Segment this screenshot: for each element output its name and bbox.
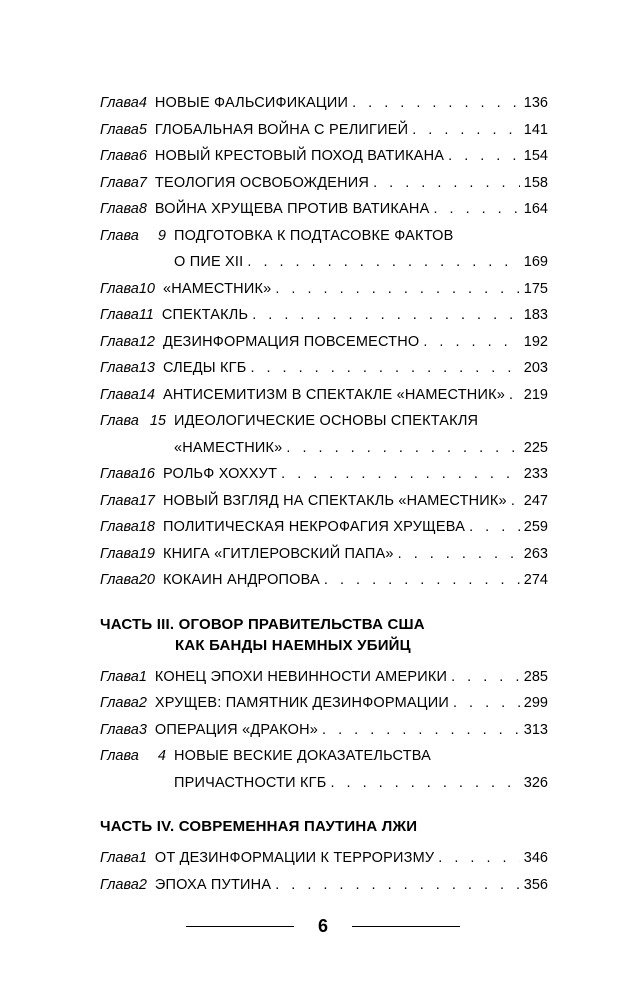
- chapter-label: Глава: [100, 386, 139, 403]
- chapter-number: 4: [157, 748, 166, 764]
- toc-entry[interactable]: [100, 845, 548, 872]
- chapter-label: Глава: [100, 360, 139, 376]
- toc-entry[interactable]: [100, 196, 548, 223]
- chapter-number: 9: [157, 227, 166, 244]
- chapter-label: Глава: [100, 333, 139, 350]
- chapter-number: 17: [138, 492, 155, 509]
- chapter-number: 12: [138, 333, 155, 350]
- chapter-label: Глава: [100, 307, 139, 323]
- dot-leader: [352, 90, 520, 117]
- chapter-title: ОТ ДЕЗИНФОРМАЦИИ К ТЕРРОРИЗМУ: [154, 850, 435, 866]
- chapter-label: Глава: [100, 280, 139, 297]
- chapter-page: 299: [523, 695, 548, 711]
- chapter-label: Глава: [100, 148, 139, 164]
- chapter-number: 2: [138, 876, 147, 893]
- toc-entry[interactable]: [100, 90, 548, 117]
- chapter-number: 1: [138, 850, 147, 866]
- chapter-label: Глава: [100, 201, 139, 217]
- chapter-title: РОЛЬФ ХОХХУТ: [162, 466, 278, 482]
- toc-entry[interactable]: [100, 170, 548, 197]
- chapter-number: 14: [138, 386, 155, 403]
- chapter-page: 263: [523, 545, 548, 562]
- chapter-page: 219: [523, 386, 548, 403]
- dot-leader: [275, 276, 519, 303]
- part3-heading-line2: КАК БАНДЫ НАЕМНЫХ УБИЙЦ: [175, 636, 411, 654]
- dot-leader: [322, 717, 520, 744]
- chapter-title: КОНЕЦ ЭПОХИ НЕВИННОСТИ АМЕРИКИ: [154, 668, 448, 685]
- toc-entry-first-line: [100, 223, 548, 250]
- chapter-number: 2: [138, 695, 147, 711]
- chapter-page: 136: [523, 95, 548, 111]
- dot-leader: [448, 143, 520, 170]
- chapter-number: 6: [138, 148, 147, 164]
- chapter-number: 3: [138, 721, 147, 738]
- toc-entry-first-line: [100, 743, 548, 770]
- chapter-label: Глава: [100, 572, 139, 588]
- chapter-page: 247: [523, 492, 548, 509]
- toc-entry[interactable]: [100, 664, 548, 691]
- chapter-title: ИДЕОЛОГИЧЕСКИЕ ОСНОВЫ СПЕКТАКЛЯ: [174, 413, 479, 429]
- toc-entry[interactable]: [100, 117, 548, 144]
- chapter-title-continued: О ПИЕ XII: [174, 254, 244, 270]
- part4-chapter-list: [100, 845, 548, 898]
- chapter-number: 10: [138, 280, 155, 297]
- dot-leader: [324, 567, 520, 594]
- part4-heading-line1: ЧАСТЬ IV. СОВРЕМЕННАЯ ПАУТИНА ЛЖИ: [100, 818, 418, 835]
- chapter-page: 346: [523, 850, 548, 866]
- chapter-number: 7: [138, 174, 147, 191]
- chapter-title: НОВЫЙ ВЗГЛЯД НА СПЕКТАКЛЬ «НАМЕСТНИК»: [162, 492, 507, 509]
- footer-rule-right: [352, 926, 460, 927]
- dot-leader: [412, 117, 520, 144]
- chapter-title: ГЛОБАЛЬНАЯ ВОЙНА С РЕЛИГИЕЙ: [154, 121, 409, 138]
- chapter-label: Глава: [100, 850, 139, 866]
- chapter-title: КОКАИН АНДРОПОВА: [162, 572, 320, 588]
- toc-entry[interactable]: [100, 743, 548, 796]
- chapter-page: 356: [523, 876, 548, 893]
- chapter-title: ПОДГОТОВКА К ПОДТАСОВКЕ ФАКТОВ: [174, 227, 454, 244]
- chapter-label: Глава: [100, 174, 139, 191]
- chapter-title: ЭПОХА ПУТИНА: [154, 876, 272, 893]
- chapter-page: 141: [523, 121, 548, 138]
- toc-entry[interactable]: [100, 690, 548, 717]
- toc-entry[interactable]: [100, 408, 548, 461]
- chapter-number: 16: [138, 466, 155, 482]
- chapter-page: 192: [523, 333, 548, 350]
- chapter-label: Глава: [100, 545, 139, 562]
- chapter-page: 183: [523, 307, 548, 323]
- page-footer: [0, 912, 619, 942]
- dot-leader: [511, 488, 520, 515]
- chapter-title: КНИГА «ГИТЛЕРОВСКИЙ ПАПА»: [162, 545, 394, 562]
- chapter-label: Глава: [100, 466, 139, 482]
- chapter-number: 8: [138, 201, 147, 217]
- chapter-label: Глава: [100, 748, 139, 764]
- part3-heading-line1: ЧАСТЬ III. ОГОВОР ПРАВИТЕЛЬСТВА США: [100, 615, 425, 633]
- chapter-title: ВОЙНА ХРУЩЕВА ПРОТИВ ВАТИКАНА: [154, 201, 430, 217]
- dot-leader: [281, 461, 520, 488]
- chapter-number: 20: [138, 572, 155, 588]
- chapter-page: 274: [523, 572, 548, 588]
- part3-heading: [100, 614, 548, 656]
- chapter-number: 18: [138, 519, 155, 535]
- dot-leader: [373, 170, 520, 197]
- dot-leader: [275, 872, 520, 899]
- chapter-title: СЛЕДЫ КГБ: [162, 360, 247, 376]
- toc-entry-second-line: [100, 249, 548, 276]
- toc-entry[interactable]: [100, 567, 548, 594]
- toc-entry-second-line: [100, 435, 548, 462]
- dot-leader: [423, 329, 519, 356]
- chapter-label: Глава: [100, 668, 139, 685]
- footer-rule-left: [186, 926, 294, 927]
- toc-entry[interactable]: [100, 872, 548, 899]
- toc-entry[interactable]: [100, 514, 548, 541]
- chapter-page: 164: [523, 201, 548, 217]
- toc-entry[interactable]: [100, 223, 548, 276]
- chapter-label: Глава: [100, 721, 139, 738]
- chapter-label: Глава: [100, 519, 139, 535]
- dot-leader: [398, 541, 520, 568]
- chapter-title: ХРУЩЕВ: ПАМЯТНИК ДЕЗИНФОРМАЦИИ: [154, 695, 449, 711]
- dot-leader: [247, 249, 519, 276]
- chapter-title-continued: «НАМЕСТНИК»: [174, 439, 283, 456]
- dot-leader: [451, 664, 520, 691]
- dot-leader: [453, 690, 520, 717]
- chapter-number: 5: [138, 121, 147, 138]
- toc-entry[interactable]: [100, 461, 548, 488]
- part2-chapter-list: [100, 90, 548, 594]
- chapter-label: Глава: [100, 413, 139, 429]
- table-of-contents: [100, 90, 548, 898]
- chapter-title: ДЕЗИНФОРМАЦИЯ ПОВСЕМЕСТНО: [162, 333, 420, 350]
- chapter-label: Глава: [100, 227, 139, 244]
- chapter-title: НОВЫЙ КРЕСТОВЫЙ ПОХОД ВАТИКАНА: [154, 148, 445, 164]
- chapter-page: 313: [523, 721, 548, 738]
- chapter-page: 285: [523, 668, 548, 685]
- chapter-number: 11: [138, 307, 154, 323]
- toc-entry-first-line: [100, 408, 548, 435]
- dot-leader: [509, 382, 520, 409]
- chapter-number: 1: [138, 668, 147, 685]
- toc-entry[interactable]: [100, 329, 548, 356]
- chapter-page: 158: [523, 174, 548, 191]
- toc-entry[interactable]: [100, 541, 548, 568]
- chapter-title: НОВЫЕ ВЕСКИЕ ДОКАЗАТЕЛЬСТВА: [174, 748, 432, 764]
- chapter-page: 169: [523, 254, 548, 270]
- chapter-title: ОПЕРАЦИЯ «ДРАКОН»: [154, 721, 319, 738]
- chapter-title: ПОЛИТИЧЕСКАЯ НЕКРОФАГИЯ ХРУЩЕВА: [162, 519, 466, 535]
- toc-entry[interactable]: [100, 143, 548, 170]
- chapter-label: Глава: [100, 121, 139, 138]
- chapter-title: СПЕКТАКЛЬ: [161, 307, 249, 323]
- chapter-number: 4: [138, 95, 147, 111]
- chapter-page: 259: [523, 519, 548, 535]
- toc-entry[interactable]: [100, 355, 548, 382]
- page-number: 6: [317, 916, 328, 936]
- dot-leader: [330, 770, 519, 797]
- chapter-title: «НАМЕСТНИК»: [162, 280, 272, 297]
- dot-leader: [286, 435, 519, 462]
- chapter-page: 233: [523, 466, 548, 482]
- chapter-title-continued: ПРИЧАСТНОСТИ КГБ: [174, 774, 327, 791]
- toc-entry-second-line: [100, 770, 548, 797]
- chapter-page: 326: [523, 774, 548, 791]
- dot-leader: [433, 196, 519, 223]
- chapter-number: 19: [138, 545, 155, 562]
- part3-chapter-list: [100, 664, 548, 797]
- toc-entry[interactable]: [100, 276, 548, 303]
- chapter-title: НОВЫЕ ФАЛЬСИФИКАЦИИ: [154, 95, 349, 111]
- chapter-title: ТЕОЛОГИЯ ОСВОБОЖДЕНИЯ: [154, 174, 370, 191]
- dot-leader: [469, 514, 520, 541]
- chapter-label: Глава: [100, 492, 139, 509]
- chapter-number: 15: [149, 413, 166, 429]
- chapter-page: 175: [523, 280, 548, 297]
- chapter-title: АНТИСЕМИТИЗМ В СПЕКТАКЛЕ «НАМЕСТНИК»: [162, 386, 505, 403]
- toc-entry[interactable]: [100, 717, 548, 744]
- chapter-label: Глава: [100, 695, 139, 711]
- dot-leader: [250, 355, 519, 382]
- chapter-number: 13: [138, 360, 155, 376]
- chapter-page: 203: [523, 360, 548, 376]
- chapter-label: Глава: [100, 876, 139, 893]
- toc-entry[interactable]: [100, 302, 548, 329]
- dot-leader: [438, 845, 520, 872]
- toc-entry[interactable]: [100, 488, 548, 515]
- chapter-page: 154: [523, 148, 548, 164]
- chapter-page: 225: [523, 439, 548, 456]
- toc-entry[interactable]: [100, 382, 548, 409]
- chapter-label: Глава: [100, 95, 139, 111]
- part4-heading: [100, 816, 548, 837]
- dot-leader: [252, 302, 520, 329]
